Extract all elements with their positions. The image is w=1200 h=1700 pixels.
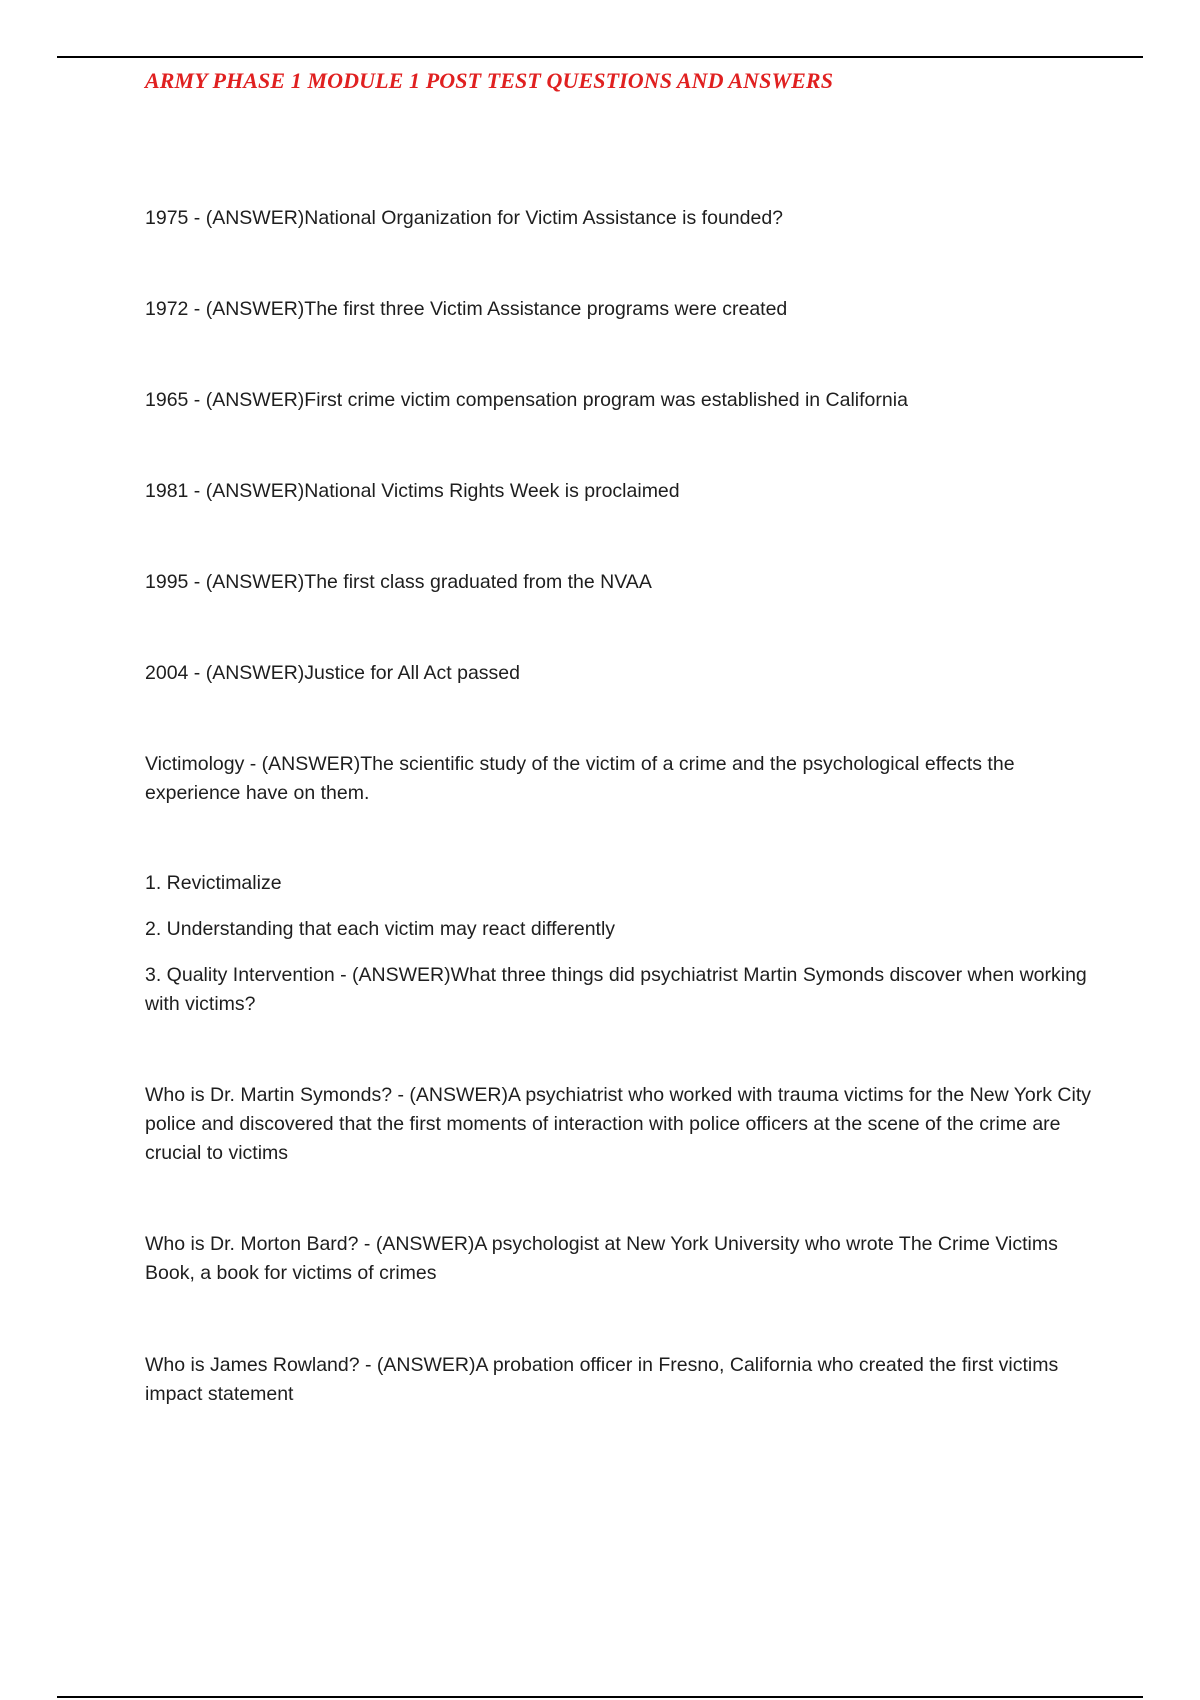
document-title: ARMY PHASE 1 MODULE 1 POST TEST QUESTIONS AND ANSWERS [145,68,834,93]
footer-rule [57,1696,1143,1698]
header-rule [57,56,1143,58]
qa-entry-1975: 1975 - (ANSWER)National Organization for Victim Assistance is founded? [145,207,784,229]
qa-entry-1995: 1995 - (ANSWER)The first class graduated from the NVAA [145,571,652,593]
qa-entry-victimology: Victimology - (ANSWER)The scientific study of the victim of a crime and the psychological effects the experience have on them. [145,753,1015,804]
qa-entry-morton-bard: Who is Dr. Morton Bard? - (ANSWER)A psychologist at New York University who wrote The Crime Victims Book, a book for victims of crimes [145,1233,1058,1284]
qa-entry-1972: 1972 - (ANSWER)The first three Victim Assistance programs were created [145,298,788,320]
list-item-revictimalize: 1. Revictimalize [145,872,282,894]
list-item-understanding: 2. Understanding that each victim may react differently [145,918,616,940]
qa-entry-martin-symonds: Who is Dr. Martin Symonds? - (ANSWER)A psychiatrist who worked with trauma victims for the New York City police and discovered that the first moments of interaction with police officers at the scene of the crime are crucial to victims [145,1084,1092,1164]
qa-entry-1981: 1981 - (ANSWER)National Victims Rights Week is proclaimed [145,480,680,502]
qa-entry-james-rowland: Who is James Rowland? - (ANSWER)A probation officer in Fresno, California who created the first victims impact statement [145,1354,1059,1405]
qa-entry-1965: 1965 - (ANSWER)First crime victim compensation program was established in California [145,389,908,411]
qa-entry-quality-intervention: 3. Quality Intervention - (ANSWER)What three things did psychiatrist Martin Symonds discover when working with victims? [145,964,1087,1015]
qa-entry-2004: 2004 - (ANSWER)Justice for All Act passed [145,662,520,684]
